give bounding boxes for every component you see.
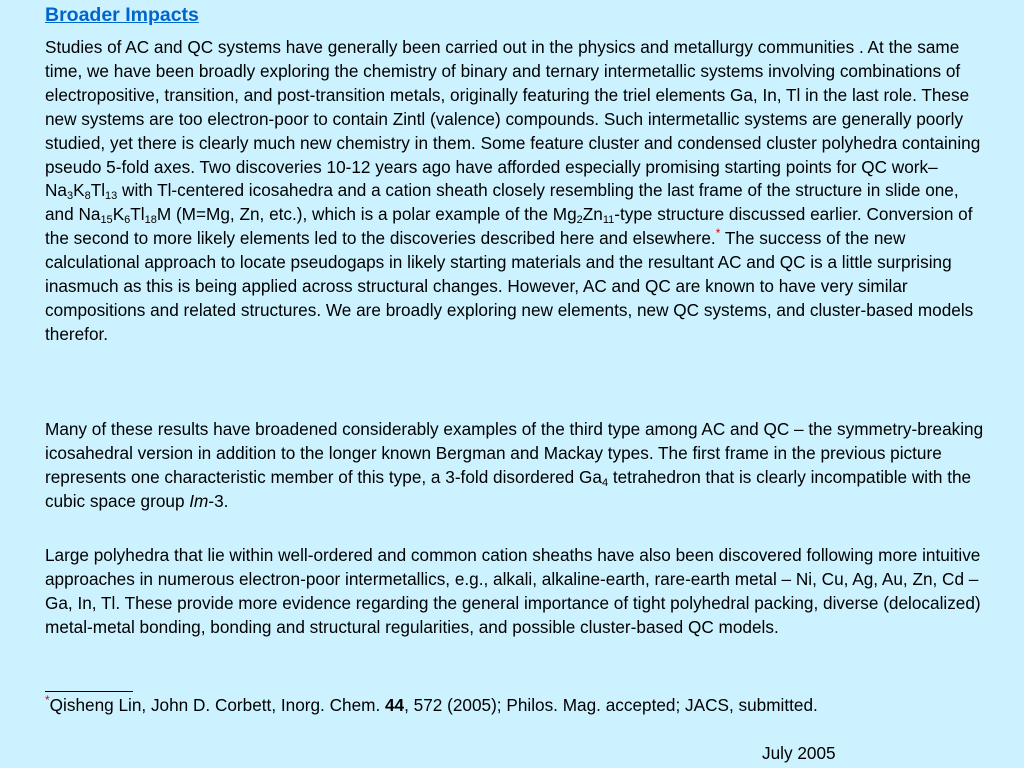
footnote-star: * (45, 693, 50, 707)
paragraph-large-polyhedra: Large polyhedra that lie within well-ordered and common cation sheaths have also been discovered following more intuitive approaches in numerous electron-poor intermetallics, e.g., alkali, alkaline-earth, rare-earth metal – Ni, Cu, Ag, Au, Zn, Cd – Ga, In, Tl. These provide more evidence regarding the general importance of tight polyhedral packing, diverse (delocalized) metal-metal bonding, bonding and structural regularities, and possible cluster-based QC models. (45, 545, 981, 637)
footnote-divider (45, 691, 133, 692)
paragraph-intro: Studies of AC and QC systems have generally been carried out in the physics and metallurgy communities . At the same time, we have been broadly exploring the chemistry of binary and ternary intermetallic systems involving combinations of electropositive, transition, and post-transition metals, originally featuring the triel elements Ga, In, Tl in the last role. These new systems are too electron-poor to contain Zintl (valence) compounds. Such intermetallic systems are generally poorly studied, yet there is clearly much new chemistry in them. Some feature cluster and condensed cluster polyhedra containing pseudo 5-fold axes. Two discoveries 10-12 years ago have afforded especially promising starting points for QC work– $Na_3K_8Tl_{13}$ with Tl-centered icosahedra and a cation sheath closely resembling the last frame of the structure in slide one, and $Na_{15}K_6Tl_{18}M$ (M=Mg, Zn, etc.), which is a polar example of the $Mg_2Zn_{11}$-type structure discussed earlier. Conversion of the second to more likely elements led to the discoveries described here and elsewhere.* The success of the new calculational approach to locate pseudogaps in likely starting materials and the resultant AC and QC is a little surprising inasmuch as this is being applied across structural changes. However, AC and QC are known to have very similar compositions and related structures. We are broadly exploring new elements, new QC systems, and cluster-based models therefor. (45, 37, 981, 344)
paragraph-symmetry-breaking: Many of these results have broadened considerably examples of the third type among AC and QC – the symmetry-breaking icosahedral version in addition to the longer known Bergman and Mackay types. The first frame in the previous picture represents one characteristic member of this type, a 3-fold disordered $Ga_4$ tetrahedron that is clearly incompatible with the cubic space group Im-3. (45, 419, 984, 511)
date-label: July 2005 (762, 743, 836, 763)
page-title: Broader Impacts (45, 4, 199, 26)
footnote: *Qisheng Lin, John D. Corbett, Inorg. Chem. 44, 572 (2005); Philos. Mag. accepted; JACS, submitted. (45, 693, 818, 715)
footnote-marker: * (715, 226, 721, 241)
